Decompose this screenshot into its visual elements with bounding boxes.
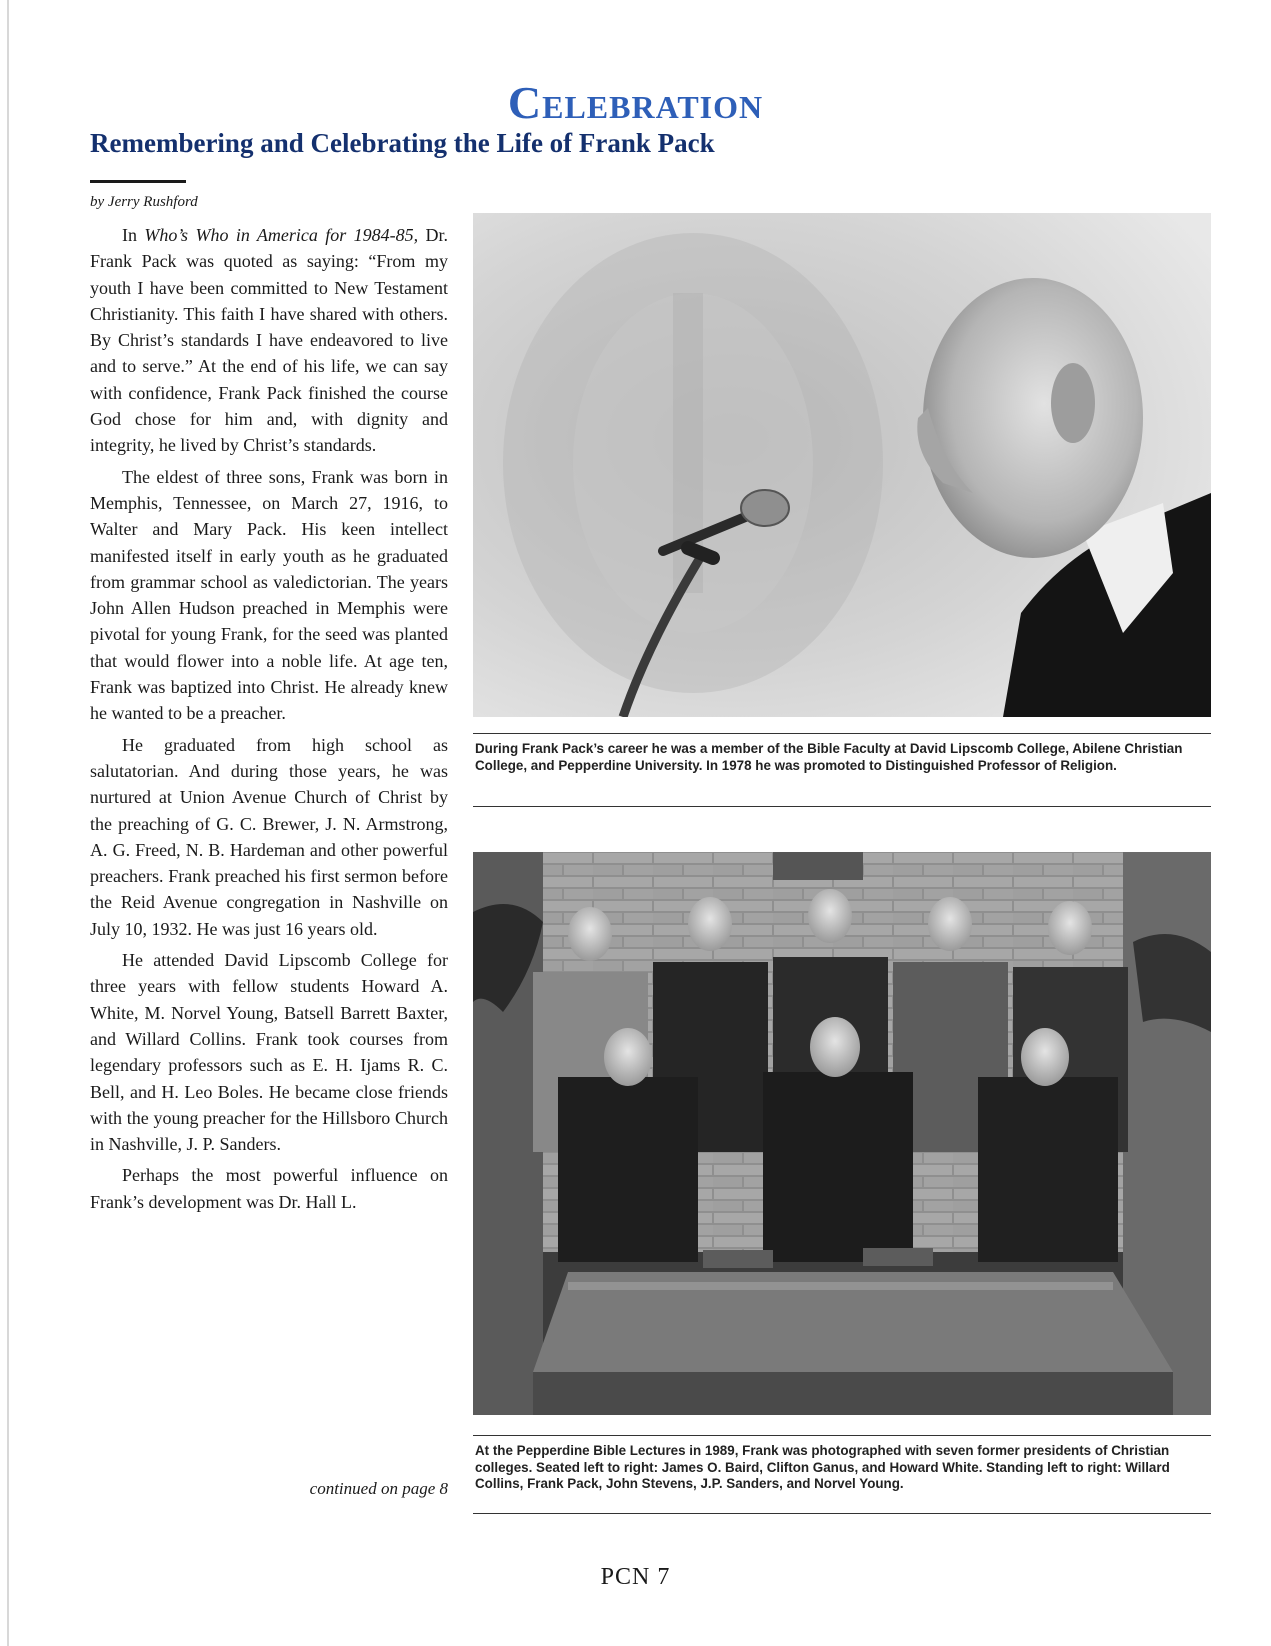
caption-rule-top bbox=[473, 1435, 1211, 1436]
article-paragraph: He attended David Lipscomb College for three years with fellow students Howard A. White, M. Norvel Young, Batsell Barrett Baxter, and Willard Collins. Frank took courses from legendary professors such as E. H. Ijams R. C. Bell, and H. Leo Boles. He became close friends with the young preacher for the Hillsboro Church in Nashville, J. P. Sanders. bbox=[90, 950, 448, 1155]
headline-rule bbox=[90, 180, 186, 183]
book-title: Who’s Who in America for 1984-85, bbox=[144, 225, 419, 245]
seated-row bbox=[558, 1017, 1118, 1262]
speaker-photo bbox=[473, 213, 1211, 717]
article-paragraph: In Who’s Who in America for 1984-85, Dr. Frank Pack was quoted as saying: “From my youth I have been committed to New Testament Christianity. This faith I have shared with others. By Christ’s standards I have endeavored to live and to serve.” At the end of his life, we can say with confidence, Frank Pack finished the course God chose for him and, with dignity and integrity, he lived by Christ’s standards. bbox=[90, 225, 449, 456]
group-photo-caption: At the Pepperdine Bible Lectures in 1989, Frank was photographed with seven former presidents of Christian colleges. Seated left to right: James O. Baird, Clifton Ganus, and Howard White. Standing left to right: Willard Collins, Frank Pack, John Stevens, J.P. Sanders, and Norvel Young. bbox=[475, 1443, 1170, 1491]
article-body bbox=[90, 222, 448, 1220]
article-headline: Remembering and Celebrating the Life of Frank Pack bbox=[90, 128, 715, 158]
section-title: Celebration bbox=[507, 77, 764, 128]
article-paragraph: Perhaps the most powerful influence on Frank’s development was Dr. Hall L. bbox=[90, 1165, 448, 1212]
caption-rule-bottom bbox=[473, 806, 1211, 807]
caption-rule-top bbox=[473, 733, 1211, 734]
byline: by Jerry Rushford bbox=[90, 194, 198, 210]
group-photo-illustration bbox=[473, 852, 1211, 1415]
continued-note: continued on page 8 bbox=[309, 1479, 448, 1498]
caption-rule-bottom bbox=[473, 1513, 1211, 1514]
page-number: PCN 7 bbox=[600, 1564, 671, 1590]
article-paragraph: The eldest of three sons, Frank was born in Memphis, Tennessee, on March 27, 1916, to Walter and Mary Pack. His keen intellect manifested itself in early youth as he graduated from grammar school as valedictorian. The years John Allen Hudson preached in Memphis were pivotal for young Frank, for the seed was planted that would flower into a noble life. At age ten, Frank was baptized into Christ. He already knew he wanted to be a preacher. bbox=[90, 466, 448, 724]
group-photo bbox=[473, 852, 1211, 1415]
article-paragraph: He graduated from high school as salutatorian. And during those years, he was nurtured at Union Avenue Church of Christ by the preaching of G. C. Brewer, J. N. Armstrong, A. G. Freed, N. B. Hardeman and other powerful preachers. Frank preached his first sermon before the Reid Avenue congregation in Nashville on July 10, 1932. He was just 16 years old. bbox=[90, 734, 448, 939]
speaker-photo-caption: During Frank Pack’s career he was a member of the Bible Faculty at David Lipscomb College, Abilene Christian College, and Pepperdine University. In 1978 he was promoted to Distinguished Professor of Religion. bbox=[475, 741, 1183, 773]
speaker-photo-illustration bbox=[473, 213, 1211, 717]
page-edge-shadow bbox=[7, 0, 9, 1646]
